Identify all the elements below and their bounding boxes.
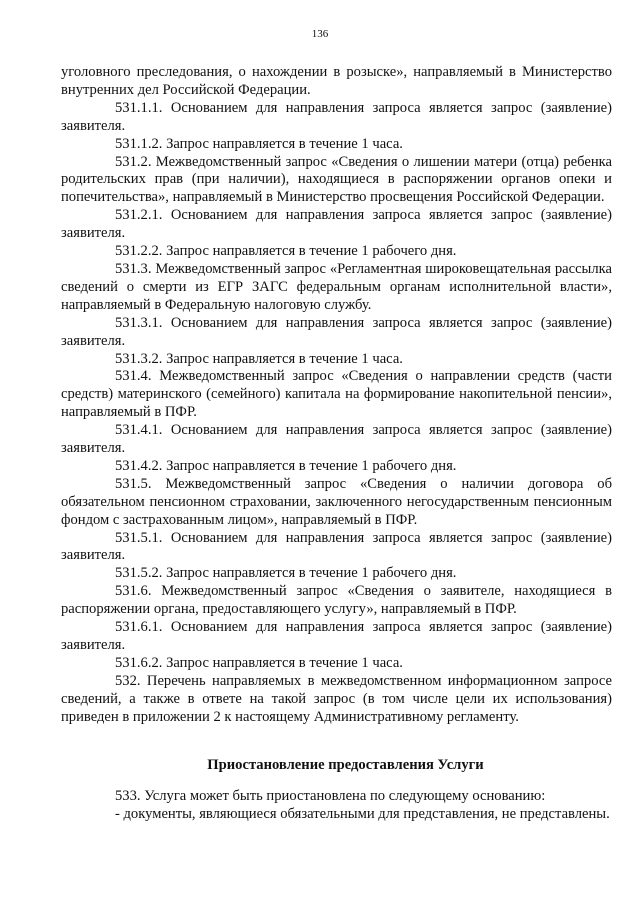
paragraph-532: 532. Перечень направляемых в межведомственном информационном запросе сведений, а также в ответе на такой запрос (в том числе цели их использования) приведен в приложении 2 к настоящему Административному регламенту.: [61, 672, 612, 725]
section-heading: Приостановление предоставления Услуги: [207, 756, 484, 773]
paragraph-531-5-1: 531.5.1. Основанием для направления запроса является запрос (заявление) заявителя.: [61, 529, 612, 564]
paragraph-531-6: 531.6. Межведомственный запрос «Сведения о заявителе, находящиеся в распоряжении органа, предоставляющего услугу», направляемый в ПФР.: [61, 583, 612, 618]
paragraph-531-3-2: 531.3.2. Запрос направляется в течение 1 часа.: [115, 350, 403, 367]
paragraph-531-2: 531.2. Межведомственный запрос «Сведения о лишении матери (отца) ребенка родительских прав (при наличии), находящиеся в распоряжении органов опеки и попечительства», направляемый в Министерство просвещения Российской Федерации.: [61, 153, 612, 206]
document-body: [61, 64, 612, 824]
page-number: 136: [311, 28, 329, 40]
paragraph-531-4-1: 531.4.1. Основанием для направления запроса является запрос (заявление) заявителя.: [61, 422, 612, 457]
paragraph-531-1-1: 531.1.1. Основанием для направления запроса является запрос (заявление) заявителя.: [61, 99, 612, 134]
paragraph-531-5-2: 531.5.2. Запрос направляется в течение 1 рабочего дня.: [115, 565, 457, 582]
paragraph-533: 533. Услуга может быть приостановлена по следующему основанию:: [115, 788, 546, 805]
paragraph-531-2-2: 531.2.2. Запрос направляется в течение 1 рабочего дня.: [115, 243, 457, 260]
paragraph-531-2-1: 531.2.1. Основанием для направления запроса является запрос (заявление) заявителя.: [61, 207, 612, 242]
paragraph-533-item: - документы, являющиеся обязательными для представления, не представлены.: [115, 806, 610, 823]
paragraph-531-3-1: 531.3.1. Основанием для направления запроса является запрос (заявление) заявителя.: [61, 314, 612, 349]
paragraph-531-1-2: 531.1.2. Запрос направляется в течение 1 часа.: [115, 135, 403, 152]
paragraph-531-5: 531.5. Межведомственный запрос «Сведения о наличии договора об обязательном пенсионном страховании, заключенного негосударственным пенсионным фондом с застрахованным лицом», направляемый в ПФР.: [61, 475, 612, 528]
paragraph-531-4: 531.4. Межведомственный запрос «Сведения о направлении средств (части средств) материнского (семейного) капитала на формирование накопительной пенсии», направляемый в ПФР.: [61, 368, 612, 421]
paragraph-531-6-1: 531.6.1. Основанием для направления запроса является запрос (заявление) заявителя.: [61, 619, 612, 653]
paragraph-continuation: уголовного преследования, о нахождении в розыске», направляемый в Министерство внутренних дел Российской Федерации.: [61, 64, 612, 98]
paragraph-531-4-2: 531.4.2. Запрос направляется в течение 1 рабочего дня.: [115, 457, 457, 474]
paragraph-531-6-2: 531.6.2. Запрос направляется в течение 1 часа.: [115, 654, 403, 671]
paragraph-531-3: 531.3. Межведомственный запрос «Регламентная широковещательная рассылка сведений о смерти из ЕГР ЗАГС федеральным органам исполнительной власти», направляемый в Федеральную налоговую службу.: [61, 260, 612, 313]
